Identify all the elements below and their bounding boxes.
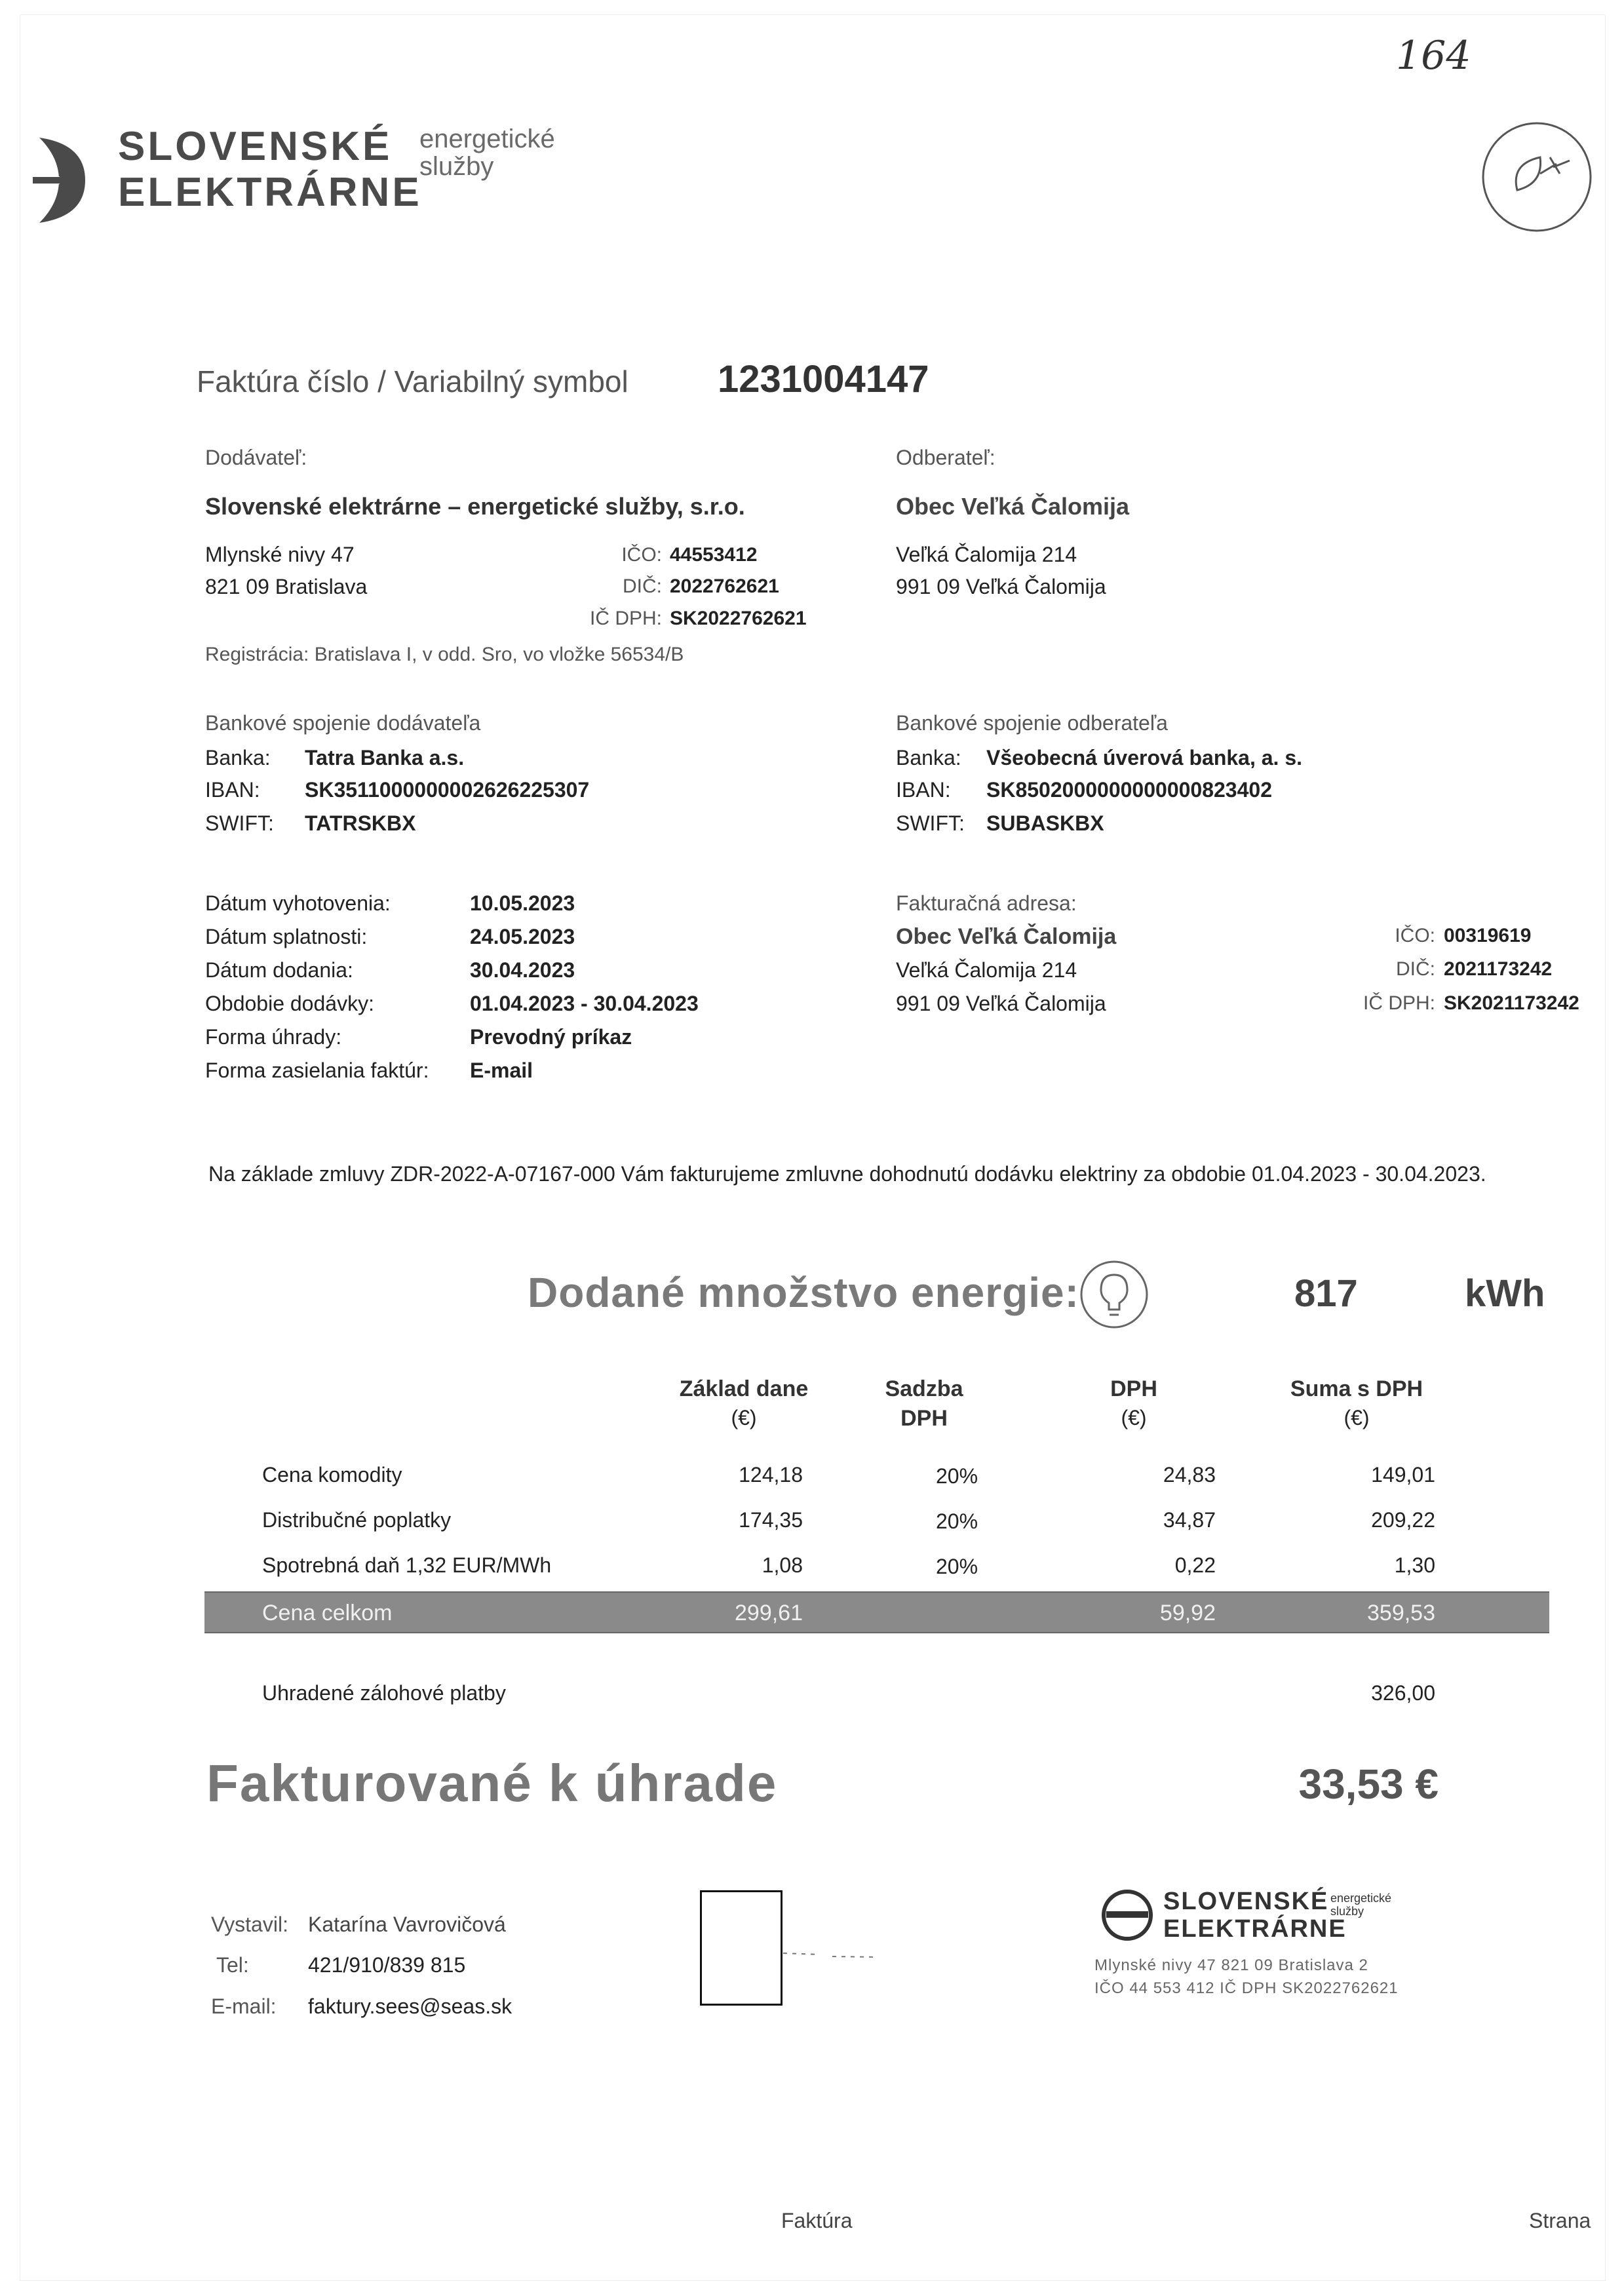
billing-icdph: SK2021173242 — [1444, 992, 1579, 1014]
supplier-ico-label: IČO: — [621, 544, 662, 566]
supplier-swift: TATRSKBX — [305, 811, 416, 835]
customer-street: Veľká Čalomija 214 — [896, 543, 1077, 566]
col-vat-header: DPH — [1110, 1376, 1157, 1401]
supplier-name: Slovenské elektrárne – energetické služby, s.r.o. — [205, 493, 745, 520]
date-label: Dátum dodania: — [205, 958, 353, 982]
billing-dic: 2021173242 — [1444, 958, 1553, 980]
customer-iban: SK8502000000000000823402 — [986, 778, 1272, 802]
billing-name: Obec Veľká Čalomija — [896, 924, 1117, 949]
customer-bank-name: Všeobecná úverová banka, a. s. — [986, 746, 1303, 769]
supplier-icdph: SK2022762621 — [670, 608, 807, 629]
customer-bank-heading: Bankové spojenie odberateľa — [896, 711, 1168, 735]
row-rate: 20% — [935, 1509, 978, 1533]
row-sum: 209,22 — [1371, 1508, 1435, 1532]
billing-city: 991 09 Veľká Čalomija — [896, 992, 1106, 1015]
issuer-issued-label: Vystavil: — [211, 1913, 288, 1936]
row-vat: 0,22 — [1174, 1553, 1216, 1577]
supplier-city: 821 09 Bratislava — [205, 575, 368, 598]
supplier-iban-label: IBAN: — [205, 778, 260, 802]
col-vat-unit: (€) — [1121, 1406, 1147, 1429]
supplier-heading: Dodávateľ: — [205, 446, 307, 469]
date-value: Prevodný príkaz — [470, 1025, 632, 1049]
supplier-dic-label: DIČ: — [623, 575, 662, 597]
date-label: Forma úhrady: — [205, 1025, 342, 1049]
footer-center: Faktúra — [781, 2209, 853, 2232]
row-sum: 1,30 — [1394, 1553, 1435, 1577]
customer-swift: SUBASKBX — [986, 811, 1104, 835]
supplier-dic: 2022762621 — [670, 575, 779, 597]
date-value: 10.05.2023 — [470, 891, 575, 915]
customer-heading: Odberateľ: — [896, 446, 996, 469]
row-base: 174,35 — [739, 1508, 803, 1532]
total-row — [204, 1591, 1549, 1633]
col-rate-header: Sadzba — [885, 1376, 963, 1401]
signature-box — [700, 1890, 783, 2006]
date-label: Forma zasielania faktúr: — [205, 1059, 429, 1082]
supplier-icdph-label: IČ DPH: — [589, 608, 662, 629]
col-base-unit: (€) — [731, 1406, 757, 1429]
col-sum-unit: (€) — [1344, 1406, 1370, 1429]
energy-unit: kWh — [1465, 1272, 1545, 1315]
stamp-sub-line1: energetické — [1330, 1892, 1392, 1905]
billing-dic-label: DIČ: — [1396, 958, 1435, 980]
contract-text: Na základe zmluvy ZDR-2022-A-07167-000 Vám fakturujeme zmluvne dohodnutú dodávku elektriny za obdobie 01.04.2023 - 30.04.2023. — [208, 1162, 1486, 1186]
signature-scribble — [780, 1940, 885, 2012]
issuer-tel: 421/910/839 815 — [308, 1953, 466, 1977]
prepayments-value: 326,00 — [1371, 1681, 1435, 1705]
billing-street: Veľká Čalomija 214 — [896, 958, 1077, 982]
billing-ico-label: IČO: — [1395, 925, 1435, 946]
row-vat: 24,83 — [1163, 1463, 1216, 1487]
date-value: E-mail — [470, 1059, 533, 1082]
billing-ico: 00319619 — [1444, 925, 1532, 946]
customer-city: 991 09 Veľká Čalomija — [896, 575, 1106, 598]
total-label: Cena celkom — [262, 1601, 393, 1625]
supplier-ico: 44553412 — [670, 544, 758, 566]
total-vat: 59,92 — [1159, 1601, 1216, 1625]
brand-name-line1: SLOVENSKÉ — [118, 124, 393, 169]
row-base: 1,08 — [762, 1553, 803, 1577]
row-label: Cena komodity — [262, 1463, 402, 1487]
customer-swift-label: SWIFT: — [896, 811, 965, 835]
stamp-sub-line2: služby — [1330, 1905, 1364, 1918]
row-vat: 34,87 — [1163, 1508, 1216, 1532]
supplier-street: Mlynské nivy 47 — [205, 543, 355, 566]
row-label: Spotrebná daň 1,32 EUR/MWh — [262, 1553, 552, 1577]
stamp-name-line1: SLOVENSKÉ — [1163, 1888, 1329, 1915]
issuer-tel-label: Tel: — [216, 1953, 249, 1977]
issuer-name: Katarína Vavrovičová — [308, 1913, 506, 1936]
payable-label: Fakturované k úhrade — [206, 1754, 778, 1812]
payable-value: 33,53 € — [1298, 1760, 1439, 1808]
supplier-swift-label: SWIFT: — [205, 811, 274, 835]
issuer-email-label: E-mail: — [211, 1994, 277, 2018]
date-label: Dátum vyhotovenia: — [205, 891, 391, 915]
billing-icdph-label: IČ DPH: — [1363, 992, 1435, 1014]
col-base-header: Základ dane — [679, 1376, 809, 1401]
supplier-bank-heading: Bankové spojenie dodávateľa — [205, 711, 481, 735]
date-value: 30.04.2023 — [470, 958, 575, 982]
total-sum: 359,53 — [1367, 1601, 1435, 1625]
brand-sub-line1: energetické — [419, 125, 555, 153]
invoice-title: Faktúra číslo / Variabilný symbol — [197, 364, 628, 399]
date-value: 01.04.2023 - 30.04.2023 — [470, 992, 699, 1015]
footer-right: Strana — [1529, 2209, 1591, 2232]
row-rate: 20% — [935, 1555, 978, 1578]
date-label: Obdobie dodávky: — [205, 992, 374, 1015]
invoice-number: 1231004147 — [718, 358, 929, 400]
col-sum-header: Suma s DPH — [1290, 1376, 1423, 1401]
date-value: 24.05.2023 — [470, 925, 575, 948]
supplier-iban: SK3511000000002626225307 — [305, 778, 590, 802]
prepayments-label: Uhradené zálohové platby — [262, 1681, 506, 1705]
stamp-ids: IČO 44 553 412 IČ DPH SK2022762621 — [1094, 1979, 1399, 1997]
supplier-registration: Registrácia: Bratislava I, v odd. Sro, vo vložke 56534/B — [205, 644, 684, 665]
brand-logo-icon — [33, 131, 92, 229]
customer-iban-label: IBAN: — [896, 778, 951, 802]
billing-heading: Fakturačná adresa: — [896, 891, 1077, 915]
issuer-email: faktury.sees@seas.sk — [308, 1994, 512, 2018]
brand-name-line2: ELEKTRÁRNE — [118, 170, 422, 215]
supplier-bank-label: Banka: — [205, 746, 271, 769]
customer-name: Obec Veľká Čalomija — [896, 493, 1130, 520]
handwritten-page-number: 164 — [1396, 33, 1471, 79]
stamp-logo-icon — [1101, 1889, 1153, 1941]
row-label: Distribučné poplatky — [262, 1508, 452, 1532]
stamp-address: Mlynské nivy 47 821 09 Bratislava 2 — [1094, 1956, 1368, 1974]
energy-value: 817 — [1294, 1272, 1358, 1315]
energy-label: Dodané množstvo energie: — [528, 1269, 1079, 1316]
total-base: 299,61 — [735, 1601, 803, 1625]
col-rate-header-2: DPH — [900, 1406, 948, 1431]
lightbulb-icon — [1078, 1258, 1150, 1331]
row-base: 124,18 — [739, 1463, 803, 1487]
eco-plug-icon — [1478, 118, 1596, 236]
customer-bank-label: Banka: — [896, 746, 961, 769]
row-sum: 149,01 — [1371, 1463, 1435, 1487]
brand-logo — [33, 125, 688, 236]
row-rate: 20% — [935, 1464, 978, 1488]
stamp-name-line2: ELEKTRÁRNE — [1163, 1915, 1347, 1943]
company-stamp — [1094, 1881, 1461, 2006]
date-label: Dátum splatnosti: — [205, 925, 368, 948]
supplier-bank-name: Tatra Banka a.s. — [305, 746, 465, 769]
brand-sub-line2: služby — [419, 152, 494, 181]
